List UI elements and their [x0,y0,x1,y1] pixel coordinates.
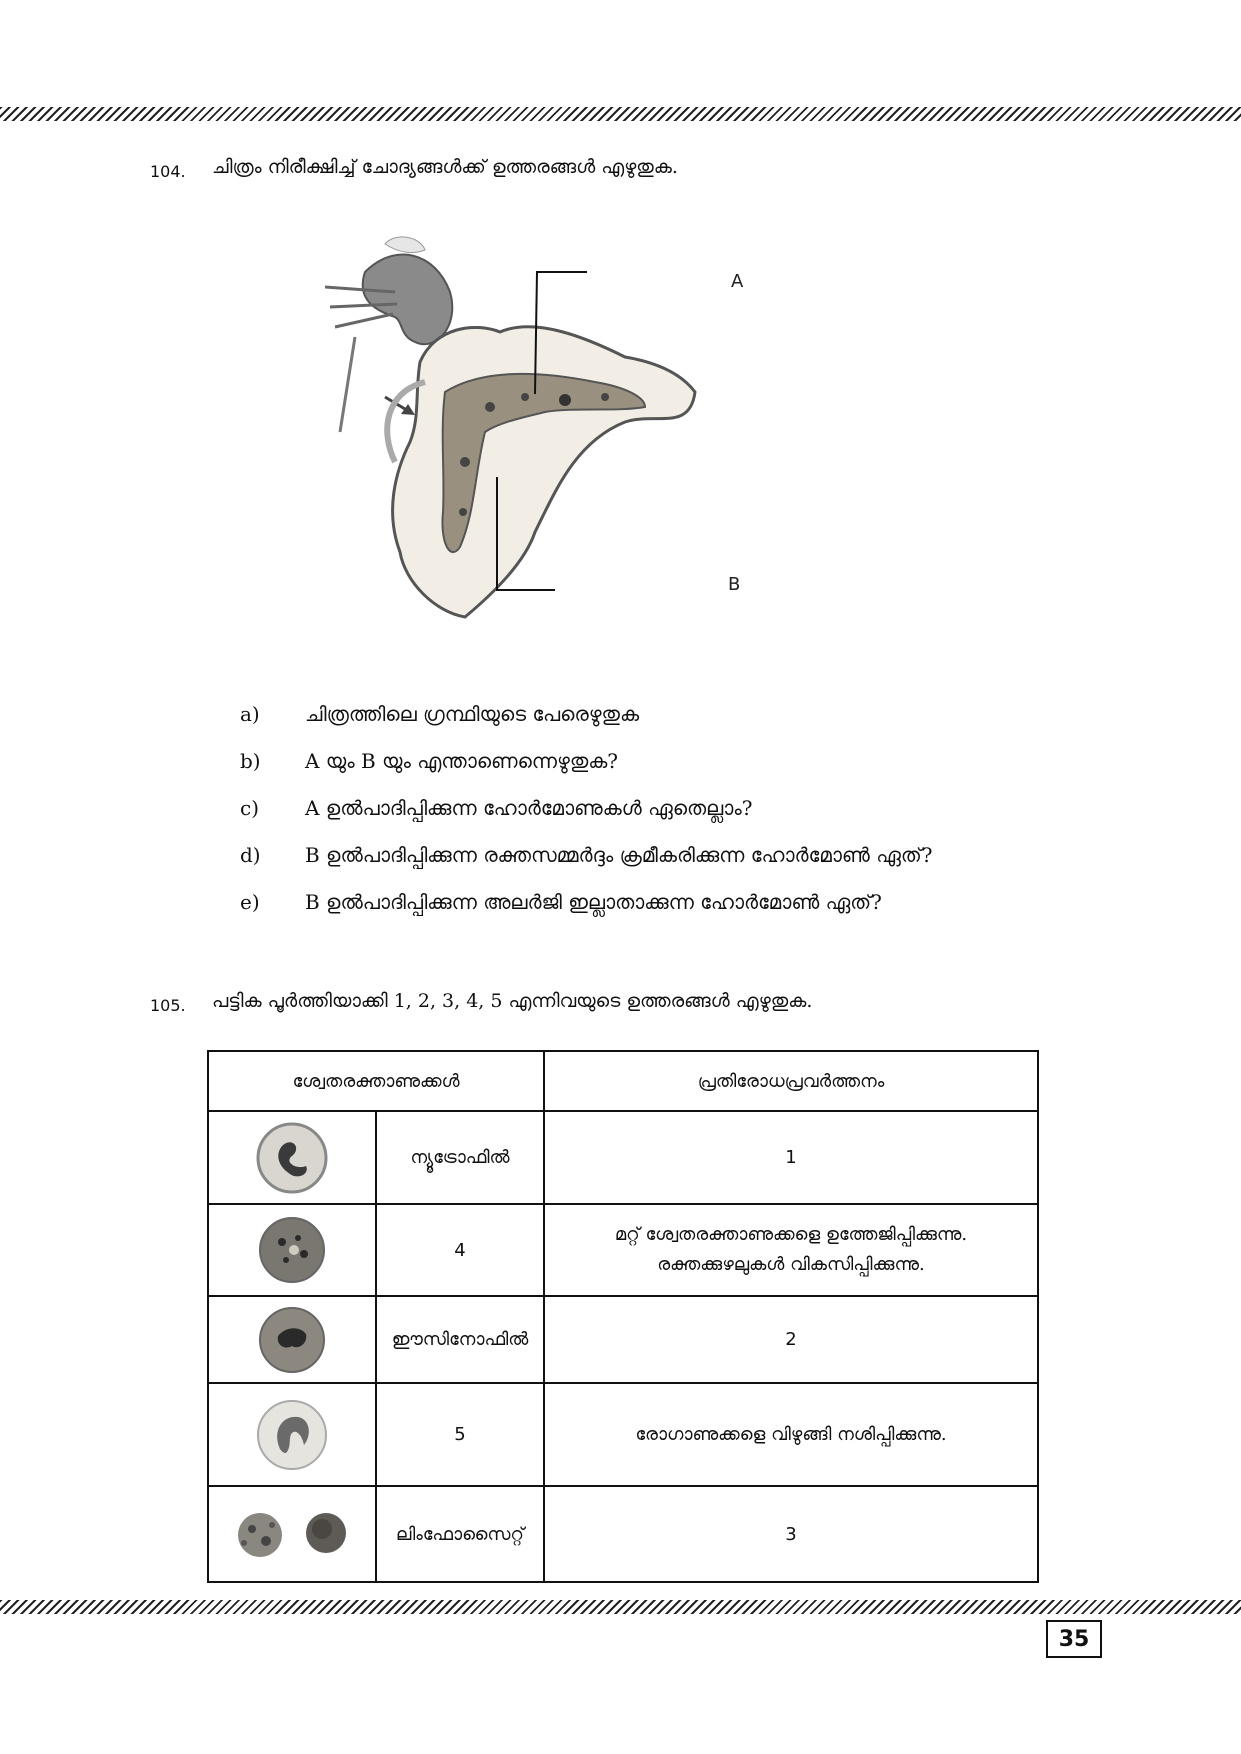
header-wbc: ശ്വേതരക്താണുക്കൾ [208,1051,544,1111]
subquestion-text: B ഉൽപാദിപ്പിക്കുന്ന അലർജി ഇല്ലാതാക്കുന്ന ഹോർമോൺ ഏത്? [305,890,882,914]
table-row [208,1383,1038,1486]
table-row [208,1111,1038,1204]
cell-name: ഈസിനോഫിൽ [376,1296,544,1383]
cell-image [208,1486,376,1582]
neutrophil-image [252,1118,332,1198]
cell-image [208,1383,376,1486]
top-hatch-border [0,107,1241,121]
cell-image [208,1296,376,1383]
label-b: B [728,574,741,595]
lymphocyte-image [222,1499,362,1569]
cell-function [544,1204,1038,1296]
subquestion-a [240,702,639,726]
table-row [208,1296,1038,1383]
cell-function: 2 [544,1296,1038,1383]
function-line-1: മറ്റ് ശ്വേതരക്താണുക്കളെ ഉത്തേജിപ്പിക്കുന്നു. [614,1224,968,1245]
cell-name: ന്യൂട്രോഫിൽ [376,1111,544,1204]
monocyte-image [252,1395,332,1475]
subquestion-label: d) [240,843,261,867]
subquestion-label: e) [240,890,260,914]
cell-name: 4 [376,1204,544,1296]
table-row [208,1204,1038,1296]
page-number: 35 [1046,1620,1102,1658]
subquestion-d [240,843,932,867]
subquestion-text: A യും B യും എന്താണെന്നെഴുതുക? [305,749,619,773]
subquestion-label: b) [240,749,261,773]
adrenal-gland-figure [325,232,765,627]
question-104-number: 104. [150,162,186,181]
table-row [208,1486,1038,1582]
subquestion-e [240,890,882,914]
question-104-text: ചിത്രം നിരീക്ഷിച്ച് ചോദ്യങ്ങൾക്ക് ഉത്തരങ്ങൾ എഴുതുക. [212,156,678,178]
subquestion-b [240,749,618,773]
cell-function: രോഗാണുക്കളെ വിഴുങ്ങി നശിപ്പിക്കുന്നു. [544,1383,1038,1486]
cell-function: 3 [544,1486,1038,1582]
subquestion-c [240,796,752,820]
wbc-table [207,1050,1039,1583]
cell-name: ലിംഫോസൈറ്റ് [376,1486,544,1582]
header-function: പ്രതിരോധപ്രവർത്തനം [544,1051,1038,1111]
subquestion-text: ചിത്രത്തിലെ ഗ്രന്ഥിയുടെ പേരെഴുതുക [305,702,640,726]
cell-image [208,1111,376,1204]
function-line-2: രക്തക്കുഴലുകൾ വികസിപ്പിക്കുന്നു. [657,1254,925,1275]
eosinophil-image [252,1300,332,1380]
subquestion-label: c) [240,796,260,820]
cell-function: 1 [544,1111,1038,1204]
label-a: A [731,271,744,292]
subquestion-text: B ഉൽപാദിപ്പിക്കുന്ന രക്തസമ്മർദ്ദം ക്രമീകരിക്കുന്ന ഹോർമോൺ ഏത്? [305,843,933,867]
question-105-number: 105. [150,996,186,1015]
basophil-image [252,1210,332,1290]
cell-image [208,1204,376,1296]
subquestion-text: A ഉൽപാദിപ്പിക്കുന്ന ഹോർമോണുകൾ ഏതെല്ലാം? [305,796,753,820]
subquestion-label: a) [240,702,260,726]
question-105-text: പട്ടിക പൂർത്തിയാക്കി 1, 2, 3, 4, 5 എന്നിവയുടെ ഉത്തരങ്ങൾ എഴുതുക. [212,990,813,1012]
bottom-hatch-border [0,1600,1241,1614]
table-header-row [208,1051,1038,1111]
cell-name: 5 [376,1383,544,1486]
